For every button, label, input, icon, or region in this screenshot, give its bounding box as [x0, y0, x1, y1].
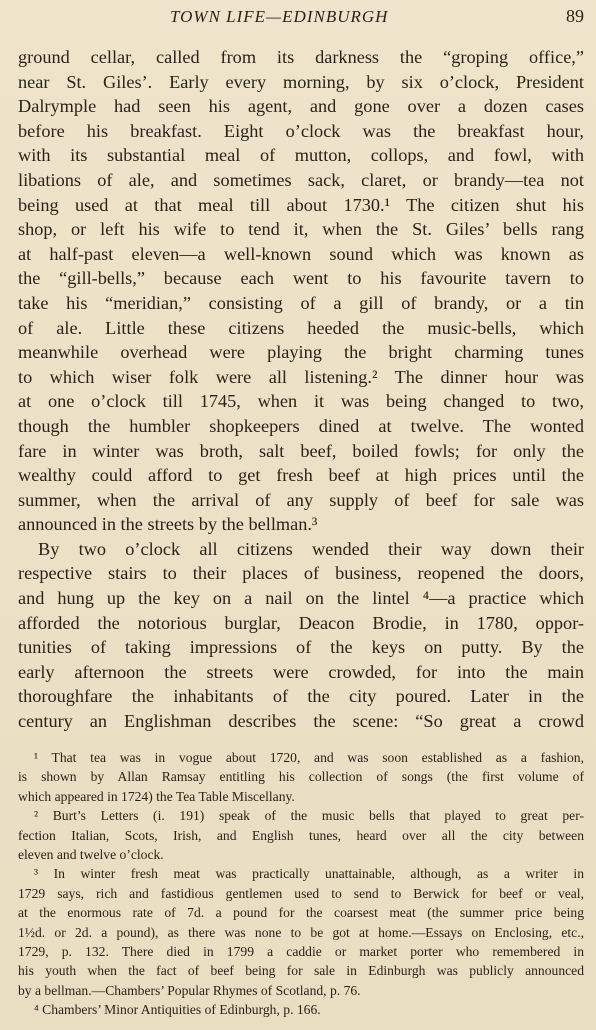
- body-line: wealthy could afford to get fresh beef at high prices until the: [18, 465, 584, 486]
- body-line: and hung up the key on a nail on the lintel ⁴—a practice which: [18, 588, 584, 609]
- body-line: century an Englishman describes the scene: “So great a crowd: [18, 711, 584, 732]
- footnote-line: is shown by Allan Ramsay entitling his collection of songs (the first volume of: [18, 769, 584, 785]
- page-header: [0, 7, 596, 29]
- body-line: tunities of taking impressions of the keys on putty. By the: [18, 637, 584, 658]
- body-line: fare in winter was broth, salt beef, boiled fowls; for only the: [18, 440, 584, 461]
- footnote-line: 1½d. or 2d. a pound), as there was none to be got at home.—Essays on Enclosing, etc.,: [18, 924, 584, 940]
- body-line: By two o’clock all citizens wended their way down their: [38, 538, 584, 559]
- footnote-line: 1729, p. 132. There died in 1799 a caddie or market porter who remembered in: [18, 943, 584, 959]
- footnote-line: by a bellman.—Chambers’ Popular Rhymes of Scotland, p. 76.: [18, 982, 361, 998]
- body-text: [18, 45, 584, 734]
- body-line: at half-past eleven—a well-known sound which was known as: [18, 243, 584, 264]
- footnote-line: ³ In winter fresh meat was practically unattainable, although, as a writer in: [34, 866, 584, 882]
- body-line: announced in the streets by the bellman.³: [18, 514, 318, 535]
- body-line: early afternoon the streets were crowded, for into the main: [18, 661, 584, 682]
- footnote-line: ¹ That tea was in vogue about 1720, and was soon established as a fashion,: [34, 750, 584, 765]
- page-number: 89: [566, 6, 584, 26]
- body-line: summer, when the arrival of any supply of beef for sale was: [18, 489, 584, 510]
- body-line: with its substantial meal of mutton, collops, and fowl, with: [18, 145, 584, 166]
- footnote-line: ⁴ Chambers’ Minor Antiquities of Edinburgh, p. 166.: [34, 1002, 321, 1018]
- footnote-line: which appeared in 1724) the Tea Table Miscellany.: [18, 788, 295, 804]
- body-line: the “gill-bells,” because each went to his favourite tavern to: [18, 268, 584, 289]
- body-line: before his breakfast. Eight o’clock was the breakfast hour,: [18, 120, 584, 141]
- body-line: Dalrymple had seen his agent, and gone over a dozen cases: [18, 96, 584, 117]
- footnote-line: at the enormous rate of 7d. a pound for the coarsest meat (the summer price being: [18, 905, 584, 921]
- body-line: ground cellar, called from its darkness the “groping office,”: [18, 47, 584, 67]
- footnote-line: eleven and twelve o’clock.: [18, 846, 164, 862]
- body-line: respective stairs to their places of business, reopened the doors,: [18, 563, 584, 584]
- body-line: shop, or left his wife to tend it, when the St. Giles’ bells rang: [18, 219, 584, 240]
- running-title: TOWN LIFE—EDINBURGH: [170, 7, 389, 26]
- body-line: at one o’clock till 1745, when it was being changed to two,: [18, 391, 584, 412]
- body-line: near St. Giles’. Early every morning, by six o’clock, President: [18, 71, 584, 92]
- body-line: of ale. Little these citizens heeded the music-bells, which: [18, 317, 584, 338]
- footnote-line: fection Italian, Scots, Irish, and English tunes, heard over all the city between: [18, 827, 584, 843]
- body-line: to which wiser folk were all listening.² The dinner hour was: [18, 366, 584, 387]
- body-line: take his “meridian,” consisting of a gill of brandy, or a tin: [18, 292, 584, 313]
- body-line: though the humbler shopkeepers dined at twelve. The wonted: [18, 415, 584, 436]
- footnotes: [18, 748, 584, 1019]
- body-line: being used at that meal till about 1730.¹ The citizen shut his: [18, 194, 584, 215]
- body-line: thoroughfare the inhabitants of the city poured. Later in the: [18, 686, 584, 707]
- body-line: libations of ale, and sometimes sack, claret, or brandy—tea not: [18, 169, 584, 190]
- body-line: meanwhile overhead were playing the bright charming tunes: [18, 342, 584, 363]
- body-line: afforded the notorious burglar, Deacon Brodie, in 1780, oppor-: [18, 612, 584, 633]
- footnote-line: 1729 says, rich and fastidious gentlemen used to send to Berwick for beef or veal,: [18, 885, 584, 901]
- footnote-line: his youth when the fact of beef being for sale in Edinburgh was publicly announced: [18, 963, 584, 979]
- footnote-line: ² Burt’s Letters (i. 191) speak of the music bells that played to great per-: [34, 808, 584, 824]
